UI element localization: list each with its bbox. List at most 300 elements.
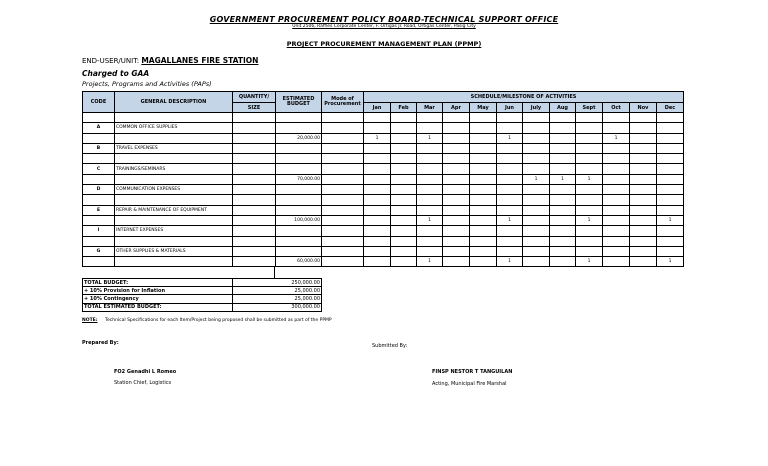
- office-address: Unit 2506, Raffles Corporate Center, F. Ortigas Jr. Road, Ortigas Center, Pasig City: [292, 24, 476, 29]
- row-code: D: [83, 185, 115, 195]
- row-month-mark: [630, 205, 657, 215]
- header-month: Feb: [391, 103, 417, 113]
- row-month-mark: [391, 215, 417, 225]
- row-month-mark: [657, 174, 684, 184]
- row-month-mark: [391, 143, 417, 153]
- row-mode: [322, 257, 364, 267]
- row-month-mark: [576, 185, 603, 195]
- row-code: [83, 154, 115, 164]
- row-month-mark: [603, 226, 630, 236]
- end-user-label: END-USER/UNIT:: [82, 57, 140, 65]
- row-month-mark: [523, 133, 550, 143]
- row-month-mark: [391, 113, 417, 123]
- row-month-mark: [550, 185, 576, 195]
- row-month-mark: [364, 154, 391, 164]
- row-month-mark: [550, 133, 576, 143]
- table-row: [83, 143, 684, 153]
- row-description: REPAIR & MAINTENANCE OF EQUIPMENT: [115, 205, 233, 215]
- row-month-mark: 1: [576, 174, 603, 184]
- row-mode: [322, 174, 364, 184]
- row-month-mark: [391, 174, 417, 184]
- row-month-mark: [497, 195, 523, 205]
- row-month-mark: [364, 215, 391, 225]
- row-mode: [322, 246, 364, 256]
- row-description: [115, 133, 233, 143]
- row-month-mark: [576, 236, 603, 246]
- row-quantity: [233, 257, 276, 267]
- row-description: TRAVEL EXPENSES: [115, 143, 233, 153]
- row-month-mark: [443, 123, 470, 133]
- table-row: [83, 113, 684, 123]
- row-month-mark: [417, 174, 443, 184]
- totals-label: + 10% Contingency: [83, 295, 233, 303]
- row-month-mark: 1: [364, 133, 391, 143]
- row-month-mark: [630, 143, 657, 153]
- row-budget: [276, 236, 322, 246]
- header-schedule: SCHEDULE/MILESTONE OF ACTIVITIES: [364, 92, 684, 103]
- row-month-mark: [417, 195, 443, 205]
- row-budget: [276, 226, 322, 236]
- row-budget: [276, 123, 322, 133]
- row-month-mark: [391, 246, 417, 256]
- row-month-mark: [603, 113, 630, 123]
- row-month-mark: [497, 226, 523, 236]
- row-month-mark: [391, 205, 417, 215]
- totals-row: [83, 295, 322, 303]
- row-description: [115, 174, 233, 184]
- row-month-mark: [364, 143, 391, 153]
- row-month-mark: [576, 246, 603, 256]
- row-month-mark: 1: [523, 174, 550, 184]
- row-month-mark: [417, 226, 443, 236]
- row-month-mark: [470, 226, 497, 236]
- row-month-mark: 1: [417, 257, 443, 267]
- row-month-mark: [497, 205, 523, 215]
- row-description: [115, 113, 233, 123]
- row-month-mark: [630, 195, 657, 205]
- header-mode: Mode of Procurement: [322, 92, 364, 113]
- totals-row: [83, 287, 322, 295]
- row-code: [83, 113, 115, 123]
- row-month-mark: 1: [550, 174, 576, 184]
- row-month-mark: [550, 195, 576, 205]
- row-month-mark: [391, 185, 417, 195]
- row-quantity: [233, 205, 276, 215]
- table-row: [83, 195, 684, 205]
- row-month-mark: [497, 246, 523, 256]
- row-month-mark: [576, 133, 603, 143]
- row-month-mark: [603, 257, 630, 267]
- header-month: Nov: [630, 103, 657, 113]
- row-month-mark: 1: [417, 133, 443, 143]
- row-quantity: [233, 164, 276, 174]
- row-month-mark: [603, 215, 630, 225]
- row-month-mark: [470, 236, 497, 246]
- row-month-mark: [657, 164, 684, 174]
- header-code: CODE: [83, 92, 115, 113]
- row-month-mark: [630, 226, 657, 236]
- row-month-mark: [550, 257, 576, 267]
- row-quantity: [233, 185, 276, 195]
- row-description: OTHER SUPPLIES & MATERIALS: [115, 246, 233, 256]
- header-month: Sept: [576, 103, 603, 113]
- row-month-mark: [364, 246, 391, 256]
- header-month: July: [523, 103, 550, 113]
- row-code: A: [83, 123, 115, 133]
- row-month-mark: [657, 226, 684, 236]
- row-month-mark: [576, 123, 603, 133]
- charged-to: Charged to GAA: [82, 69, 150, 78]
- row-month-mark: [364, 185, 391, 195]
- header-month: Jan: [364, 103, 391, 113]
- row-month-mark: [657, 123, 684, 133]
- row-description: COMMUNICATION EXPENSES: [115, 185, 233, 195]
- row-mode: [322, 185, 364, 195]
- header-month: Mar: [417, 103, 443, 113]
- table-row: [83, 205, 684, 215]
- row-month-mark: [550, 246, 576, 256]
- row-month-mark: [497, 143, 523, 153]
- preparer-name: FO2 Genadhi L Romeo: [114, 369, 177, 375]
- row-month-mark: [364, 113, 391, 123]
- table-row: [83, 257, 684, 267]
- row-description: [115, 257, 233, 267]
- note: [82, 318, 332, 323]
- row-month-mark: [630, 215, 657, 225]
- row-month-mark: 1: [497, 257, 523, 267]
- row-month-mark: [576, 113, 603, 123]
- row-month-mark: [470, 195, 497, 205]
- totals-label: TOTAL ESTIMATED BUDGET:: [83, 303, 233, 311]
- row-month-mark: [364, 195, 391, 205]
- row-month-mark: [630, 246, 657, 256]
- row-month-mark: [523, 205, 550, 215]
- row-month-mark: [657, 185, 684, 195]
- row-code: I: [83, 226, 115, 236]
- row-month-mark: [657, 246, 684, 256]
- row-month-mark: 1: [576, 257, 603, 267]
- totals-amount: 25,000.00: [233, 295, 322, 303]
- row-month-mark: [603, 154, 630, 164]
- row-month-mark: [603, 246, 630, 256]
- row-budget: [276, 205, 322, 215]
- row-budget: [276, 113, 322, 123]
- row-month-mark: [603, 164, 630, 174]
- row-quantity: [233, 195, 276, 205]
- table-row: [83, 123, 684, 133]
- row-description: [115, 236, 233, 246]
- totals-label: TOTAL BUDGET:: [83, 279, 233, 287]
- row-month-mark: [630, 133, 657, 143]
- row-month-mark: [443, 133, 470, 143]
- paps-label: Projects, Programs and Activities (PAPs): [82, 80, 212, 88]
- row-description: INTERNET EXPENSES: [115, 226, 233, 236]
- row-month-mark: [550, 215, 576, 225]
- row-budget: [276, 246, 322, 256]
- row-quantity: [233, 226, 276, 236]
- row-month-mark: 1: [657, 257, 684, 267]
- row-month-mark: [523, 164, 550, 174]
- row-month-mark: 1: [497, 133, 523, 143]
- row-month-mark: [657, 133, 684, 143]
- table-row: [83, 154, 684, 164]
- table-row: [83, 164, 684, 174]
- row-mode: [322, 123, 364, 133]
- row-month-mark: [630, 174, 657, 184]
- row-month-mark: [470, 143, 497, 153]
- preparer-position: Station Chief, Logistics: [114, 380, 172, 386]
- row-month-mark: 1: [603, 133, 630, 143]
- row-month-mark: [443, 226, 470, 236]
- table-row: [83, 226, 684, 236]
- row-code: C: [83, 164, 115, 174]
- row-month-mark: [417, 123, 443, 133]
- header-month: Aug: [550, 103, 576, 113]
- row-month-mark: 1: [497, 215, 523, 225]
- row-code: [83, 174, 115, 184]
- row-month-mark: [603, 195, 630, 205]
- row-month-mark: [391, 154, 417, 164]
- header-size: SIZE: [233, 103, 276, 113]
- row-code: E: [83, 205, 115, 215]
- row-month-mark: [630, 164, 657, 174]
- row-month-mark: [603, 174, 630, 184]
- row-month-mark: [576, 143, 603, 153]
- totals-table: [82, 278, 322, 312]
- row-budget: 20,000.00: [276, 133, 322, 143]
- row-month-mark: [576, 154, 603, 164]
- table-row: [83, 215, 684, 225]
- row-month-mark: [576, 164, 603, 174]
- row-month-mark: [417, 164, 443, 174]
- row-quantity: [233, 113, 276, 123]
- row-month-mark: [470, 164, 497, 174]
- row-month-mark: [364, 123, 391, 133]
- row-month-mark: [470, 154, 497, 164]
- row-code: G: [83, 246, 115, 256]
- row-month-mark: [417, 113, 443, 123]
- note-text: Technical Specifications for each Item/Project being proposed shall be submitted as part of the PPMP: [104, 318, 332, 323]
- header-month: May: [470, 103, 497, 113]
- row-month-mark: [417, 154, 443, 164]
- row-mode: [322, 154, 364, 164]
- prepared-by-label: Prepared By:: [82, 340, 119, 346]
- row-month-mark: [391, 195, 417, 205]
- row-description: [115, 154, 233, 164]
- header-month: Jun: [497, 103, 523, 113]
- row-month-mark: [630, 154, 657, 164]
- row-month-mark: [443, 257, 470, 267]
- row-month-mark: [657, 236, 684, 246]
- note-label: NOTE:: [82, 318, 98, 323]
- row-quantity: [233, 236, 276, 246]
- row-month-mark: [443, 195, 470, 205]
- row-mode: [322, 215, 364, 225]
- row-month-mark: [550, 113, 576, 123]
- row-month-mark: [364, 257, 391, 267]
- row-quantity: [233, 154, 276, 164]
- row-month-mark: [364, 164, 391, 174]
- row-month-mark: [443, 143, 470, 153]
- row-month-mark: [523, 195, 550, 205]
- row-month-mark: [443, 154, 470, 164]
- row-month-mark: [550, 143, 576, 153]
- row-month-mark: [470, 133, 497, 143]
- ppmp-table: [82, 91, 684, 267]
- row-budget: [276, 185, 322, 195]
- row-month-mark: [417, 236, 443, 246]
- row-month-mark: [523, 185, 550, 195]
- row-month-mark: [443, 164, 470, 174]
- row-month-mark: [657, 154, 684, 164]
- row-month-mark: [550, 164, 576, 174]
- totals-row: [83, 303, 322, 311]
- row-month-mark: [603, 236, 630, 246]
- office-title: GOVERNMENT PROCUREMENT POLICY BOARD-TECHNICAL SUPPORT OFFICE: [209, 15, 559, 24]
- row-mode: [322, 236, 364, 246]
- row-month-mark: [523, 226, 550, 236]
- totals-amount: 25,000.00: [233, 287, 322, 295]
- row-month-mark: [497, 185, 523, 195]
- plan-title: PROJECT PROCUREMENT MANAGEMENT PLAN (PPMP): [286, 40, 482, 48]
- row-month-mark: [391, 236, 417, 246]
- row-mode: [322, 143, 364, 153]
- row-mode: [322, 113, 364, 123]
- row-code: [83, 257, 115, 267]
- row-month-mark: [443, 174, 470, 184]
- row-month-mark: [657, 195, 684, 205]
- row-month-mark: [417, 205, 443, 215]
- row-code: [83, 215, 115, 225]
- row-month-mark: [391, 133, 417, 143]
- row-month-mark: [364, 226, 391, 236]
- totals-amount: 250,000.00: [233, 279, 322, 287]
- row-month-mark: [603, 143, 630, 153]
- table-row: [83, 174, 684, 184]
- header-month: Dec: [657, 103, 684, 113]
- row-month-mark: [657, 113, 684, 123]
- row-month-mark: [523, 246, 550, 256]
- row-month-mark: [497, 154, 523, 164]
- table-row: [83, 133, 684, 143]
- row-description: [115, 215, 233, 225]
- row-month-mark: [630, 113, 657, 123]
- row-month-mark: [497, 236, 523, 246]
- row-month-mark: [550, 123, 576, 133]
- row-month-mark: [470, 185, 497, 195]
- row-quantity: [233, 123, 276, 133]
- row-month-mark: 1: [417, 215, 443, 225]
- header-budget: ESTIMATED BUDGET: [276, 92, 322, 113]
- header-quantity: QUANTITY/: [233, 92, 276, 103]
- row-month-mark: [603, 205, 630, 215]
- totals-amount: 300,000.00: [233, 303, 322, 311]
- row-month-mark: [470, 123, 497, 133]
- divider-line: [274, 266, 275, 278]
- row-month-mark: [443, 236, 470, 246]
- row-mode: [322, 205, 364, 215]
- submitter-name: FINSP NESTOR T TANGUILAN: [432, 369, 513, 375]
- row-month-mark: [417, 246, 443, 256]
- row-description: [115, 195, 233, 205]
- totals-label: + 10% Provision for Inflation: [83, 287, 233, 295]
- row-quantity: [233, 143, 276, 153]
- row-month-mark: [576, 205, 603, 215]
- row-month-mark: 1: [657, 215, 684, 225]
- row-quantity: [233, 174, 276, 184]
- header-month: Apr: [443, 103, 470, 113]
- row-month-mark: [443, 205, 470, 215]
- row-code: [83, 236, 115, 246]
- row-code: B: [83, 143, 115, 153]
- row-month-mark: [630, 236, 657, 246]
- row-month-mark: [657, 205, 684, 215]
- submitted-by-label: Submitted By:: [372, 343, 408, 349]
- row-month-mark: [497, 123, 523, 133]
- table-row: [83, 246, 684, 256]
- row-month-mark: [550, 236, 576, 246]
- row-month-mark: [364, 236, 391, 246]
- row-month-mark: [630, 185, 657, 195]
- row-month-mark: [497, 174, 523, 184]
- row-month-mark: [364, 174, 391, 184]
- end-user-value: MAGALLANES FIRE STATION: [141, 56, 259, 65]
- row-month-mark: [443, 113, 470, 123]
- row-month-mark: [523, 113, 550, 123]
- row-month-mark: [497, 113, 523, 123]
- row-budget: [276, 143, 322, 153]
- row-month-mark: [470, 215, 497, 225]
- row-quantity: [233, 133, 276, 143]
- row-month-mark: [576, 195, 603, 205]
- row-month-mark: [443, 215, 470, 225]
- row-month-mark: [550, 226, 576, 236]
- row-month-mark: [470, 113, 497, 123]
- row-month-mark: [576, 226, 603, 236]
- row-budget: 70,000.00: [276, 174, 322, 184]
- row-month-mark: [603, 185, 630, 195]
- row-month-mark: [523, 257, 550, 267]
- row-month-mark: [470, 257, 497, 267]
- row-budget: [276, 195, 322, 205]
- submitter-position: Acting, Municipal Fire Marshal: [432, 381, 507, 387]
- table-row: [83, 236, 684, 246]
- row-month-mark: [470, 246, 497, 256]
- row-month-mark: [603, 123, 630, 133]
- row-description: COMMON OFFICE SUPPLIES: [115, 123, 233, 133]
- row-month-mark: [391, 164, 417, 174]
- row-code: [83, 133, 115, 143]
- end-user-line: [82, 56, 258, 65]
- row-month-mark: [630, 257, 657, 267]
- table-row: [83, 185, 684, 195]
- row-mode: [322, 226, 364, 236]
- row-budget: [276, 154, 322, 164]
- row-mode: [322, 195, 364, 205]
- row-code: [83, 195, 115, 205]
- row-budget: 60,000.00: [276, 257, 322, 267]
- row-budget: [276, 164, 322, 174]
- totals-row: [83, 279, 322, 287]
- row-description: TRAININGS/SEMINARS: [115, 164, 233, 174]
- row-month-mark: 1: [576, 215, 603, 225]
- row-month-mark: [657, 143, 684, 153]
- header-description: GENERAL DESCRIPTION: [115, 92, 233, 113]
- row-month-mark: [523, 143, 550, 153]
- row-month-mark: [630, 123, 657, 133]
- row-month-mark: [550, 205, 576, 215]
- row-month-mark: [470, 174, 497, 184]
